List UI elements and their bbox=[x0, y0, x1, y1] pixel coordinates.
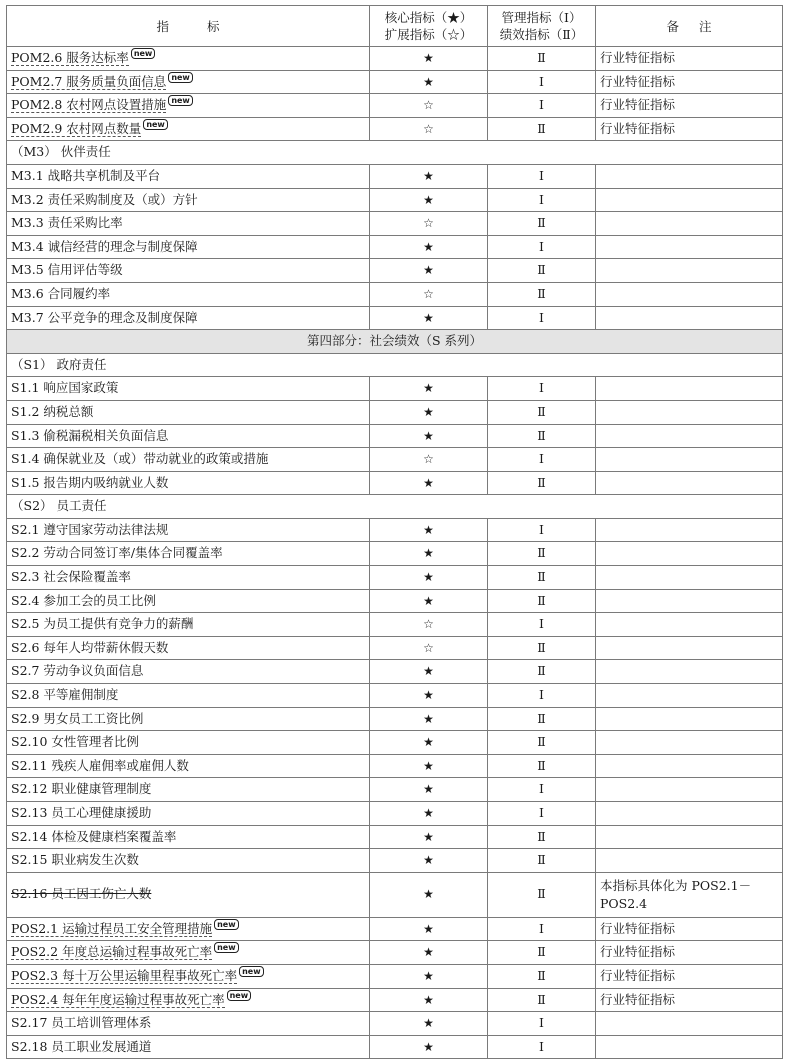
indicator-cell bbox=[7, 471, 370, 495]
core-extended-mark: ★ bbox=[370, 589, 488, 613]
table-row bbox=[7, 70, 783, 94]
table-row bbox=[7, 849, 783, 873]
core-extended-mark: ★ bbox=[370, 542, 488, 566]
indicator-name: S1.5 报告期内吸纳就业人数 bbox=[11, 474, 169, 490]
indicator-type: Ⅰ bbox=[488, 188, 596, 212]
table-row bbox=[7, 212, 783, 236]
indicator-type: Ⅱ bbox=[488, 731, 596, 755]
indicator-cell bbox=[7, 731, 370, 755]
indicator-name: S1.3 偷税漏税相关负面信息 bbox=[11, 427, 169, 443]
note-cell bbox=[596, 707, 783, 731]
header-note bbox=[596, 6, 783, 47]
table-row bbox=[7, 47, 783, 71]
indicator-name: POM2.9 农村网点数量 bbox=[11, 120, 142, 136]
note-cell bbox=[596, 660, 783, 684]
table-row bbox=[7, 259, 783, 283]
core-extended-mark: ☆ bbox=[370, 212, 488, 236]
indicator-type: Ⅰ bbox=[488, 448, 596, 472]
table-row bbox=[7, 1012, 783, 1036]
note-cell: 行业特征指标 bbox=[596, 941, 783, 965]
new-badge: new bbox=[131, 48, 156, 59]
indicator-type: Ⅱ bbox=[488, 566, 596, 590]
indicator-name: POS2.4 每年年度运输过程事故死亡率 bbox=[11, 991, 225, 1007]
new-badge: new bbox=[143, 119, 168, 130]
indicator-type: Ⅱ bbox=[488, 988, 596, 1012]
core-extended-mark: ★ bbox=[370, 731, 488, 755]
indicator-type: Ⅰ bbox=[488, 613, 596, 637]
indicator-name: S2.1 遵守国家劳动法律法规 bbox=[11, 521, 169, 537]
note-cell bbox=[596, 377, 783, 401]
indicator-type: Ⅱ bbox=[488, 636, 596, 660]
table-row bbox=[7, 518, 783, 542]
core-extended-mark: ☆ bbox=[370, 636, 488, 660]
table-row bbox=[7, 1035, 783, 1059]
table-row bbox=[7, 613, 783, 637]
note-cell: 行业特征指标 bbox=[596, 117, 783, 141]
table-row bbox=[7, 731, 783, 755]
indicator-type: Ⅰ bbox=[488, 235, 596, 259]
note-cell bbox=[596, 424, 783, 448]
note-cell bbox=[596, 518, 783, 542]
table-header bbox=[7, 6, 783, 47]
note-cell bbox=[596, 188, 783, 212]
core-extended-mark: ★ bbox=[370, 754, 488, 778]
indicator-type: Ⅰ bbox=[488, 684, 596, 708]
indicator-type: Ⅰ bbox=[488, 377, 596, 401]
indicator-name: S2.16 员工因工伤亡人数 bbox=[11, 886, 152, 902]
note-cell bbox=[596, 259, 783, 283]
note-cell: 行业特征指标 bbox=[596, 70, 783, 94]
note-cell bbox=[596, 731, 783, 755]
indicator-type: Ⅰ bbox=[488, 94, 596, 118]
indicator-type: Ⅱ bbox=[488, 212, 596, 236]
new-badge: new bbox=[168, 72, 193, 83]
table-row bbox=[7, 802, 783, 826]
indicator-type: Ⅱ bbox=[488, 707, 596, 731]
note-cell bbox=[596, 235, 783, 259]
indicator-name: S2.14 体检及健康档案覆盖率 bbox=[11, 828, 177, 844]
category-title: （S1） 政府责任 bbox=[7, 353, 783, 377]
core-extended-mark: ★ bbox=[370, 778, 488, 802]
note-cell bbox=[596, 613, 783, 637]
indicator-name: M3.2 责任采购制度及（或）方针 bbox=[11, 191, 198, 207]
new-badge: new bbox=[239, 966, 264, 977]
core-extended-mark: ★ bbox=[370, 306, 488, 330]
indicator-name: S2.4 参加工会的员工比例 bbox=[11, 592, 156, 608]
note-cell bbox=[596, 636, 783, 660]
core-extended-mark: ☆ bbox=[370, 94, 488, 118]
note-cell bbox=[596, 1012, 783, 1036]
indicator-cell bbox=[7, 754, 370, 778]
indicator-type: Ⅱ bbox=[488, 754, 596, 778]
indicator-name: S1.2 纳税总额 bbox=[11, 403, 94, 419]
core-extended-mark: ★ bbox=[370, 802, 488, 826]
indicator-name: S2.13 员工心理健康援助 bbox=[11, 805, 152, 820]
core-extended-mark: ★ bbox=[370, 1035, 488, 1059]
indicator-cell bbox=[7, 1012, 370, 1036]
indicator-cell bbox=[7, 917, 370, 941]
indicator-cell bbox=[7, 660, 370, 684]
note-cell bbox=[596, 849, 783, 873]
table-row bbox=[7, 707, 783, 731]
table-row bbox=[7, 825, 783, 849]
table-row bbox=[7, 306, 783, 330]
indicator-name: S2.7 劳动争议负面信息 bbox=[11, 663, 144, 679]
indicator-cell bbox=[7, 424, 370, 448]
new-badge: new bbox=[168, 95, 193, 106]
indicator-type: Ⅱ bbox=[488, 849, 596, 873]
indicator-cell bbox=[7, 542, 370, 566]
core-extended-mark: ★ bbox=[370, 660, 488, 684]
indicator-cell bbox=[7, 613, 370, 637]
indicator-cell bbox=[7, 802, 370, 826]
header-indicator-label: 指标 bbox=[156, 18, 258, 34]
table-row bbox=[7, 377, 783, 401]
indicator-type: Ⅰ bbox=[488, 802, 596, 826]
category-title: （M3） 伙伴责任 bbox=[7, 141, 783, 165]
table-row bbox=[7, 964, 783, 988]
note-cell: 行业特征指标 bbox=[596, 988, 783, 1012]
core-extended-mark: ☆ bbox=[370, 613, 488, 637]
indicator-name: M3.3 责任采购比率 bbox=[11, 215, 123, 231]
indicator-cell bbox=[7, 589, 370, 613]
indicator-name: POS2.1 运输过程员工安全管理措施 bbox=[11, 920, 213, 936]
section-row bbox=[7, 330, 783, 354]
note-cell bbox=[596, 566, 783, 590]
indicator-type: Ⅱ bbox=[488, 589, 596, 613]
indicator-name: M3.5 信用评估等级 bbox=[11, 262, 123, 278]
core-extended-mark: ☆ bbox=[370, 117, 488, 141]
note-cell bbox=[596, 448, 783, 472]
table-row bbox=[7, 164, 783, 188]
indicator-type: Ⅱ bbox=[488, 47, 596, 71]
core-extended-mark: ★ bbox=[370, 988, 488, 1012]
indicator-table bbox=[6, 5, 783, 1059]
indicator-name: M3.6 合同履约率 bbox=[11, 285, 111, 301]
indicator-type: Ⅱ bbox=[488, 471, 596, 495]
table-row bbox=[7, 117, 783, 141]
section-title: 第四部分：社会绩效（S 系列） bbox=[7, 330, 783, 354]
table-row bbox=[7, 471, 783, 495]
core-extended-mark: ★ bbox=[370, 164, 488, 188]
indicator-type: Ⅰ bbox=[488, 306, 596, 330]
note-cell: 行业特征指标 bbox=[596, 94, 783, 118]
header-performance-label: 绩效指标（Ⅱ） bbox=[499, 27, 584, 42]
indicator-cell bbox=[7, 988, 370, 1012]
header-note-label: 备注 bbox=[666, 18, 732, 34]
category-title: （S2） 员工责任 bbox=[7, 495, 783, 519]
category-row bbox=[7, 141, 783, 165]
header-core-extended bbox=[370, 6, 488, 47]
indicator-name: S2.8 平等雇佣制度 bbox=[11, 687, 119, 703]
indicator-type: Ⅰ bbox=[488, 164, 596, 188]
indicator-name: M3.1 战略共享机制及平台 bbox=[11, 167, 161, 183]
table-row bbox=[7, 636, 783, 660]
indicator-name: POM2.6 服务达标率 bbox=[11, 50, 129, 65]
indicator-cell bbox=[7, 566, 370, 590]
core-extended-mark: ★ bbox=[370, 235, 488, 259]
indicator-type: Ⅱ bbox=[488, 424, 596, 448]
header-indicator bbox=[7, 6, 370, 47]
note-cell: 本指标具体化为 POS2.1－POS2.4 bbox=[596, 872, 783, 917]
table-row bbox=[7, 188, 783, 212]
indicator-cell bbox=[7, 70, 370, 94]
note-cell bbox=[596, 802, 783, 826]
core-extended-mark: ★ bbox=[370, 377, 488, 401]
indicator-name: POM2.7 服务质量负面信息 bbox=[11, 73, 167, 89]
core-extended-mark: ☆ bbox=[370, 448, 488, 472]
header-management-label: 管理指标（Ⅰ） bbox=[501, 10, 582, 25]
indicator-name: S2.9 男女员工工资比例 bbox=[11, 710, 144, 726]
core-extended-mark: ★ bbox=[370, 566, 488, 590]
indicator-cell bbox=[7, 94, 370, 118]
indicator-cell bbox=[7, 117, 370, 141]
table-row bbox=[7, 400, 783, 424]
indicator-cell bbox=[7, 164, 370, 188]
core-extended-mark: ★ bbox=[370, 1012, 488, 1036]
header-core-label: 核心指标（★） bbox=[384, 10, 473, 25]
indicator-name: POS2.2 年度总运输过程事故死亡率 bbox=[11, 944, 213, 960]
indicator-name: POS2.3 每十万公里运输里程事故死亡率 bbox=[11, 967, 238, 983]
note-cell bbox=[596, 778, 783, 802]
table-row bbox=[7, 424, 783, 448]
indicator-name: M3.7 公平竞争的理念及制度保障 bbox=[11, 309, 198, 325]
indicator-name: S2.15 职业病发生次数 bbox=[11, 852, 139, 868]
indicator-name: M3.4 诚信经营的理念与制度保障 bbox=[11, 238, 198, 254]
indicator-name: S2.11 残疾人雇佣率或雇佣人数 bbox=[11, 757, 189, 773]
table-row bbox=[7, 872, 783, 917]
new-badge: new bbox=[214, 919, 239, 930]
core-extended-mark: ☆ bbox=[370, 282, 488, 306]
note-cell bbox=[596, 825, 783, 849]
category-row bbox=[7, 495, 783, 519]
indicator-type: Ⅱ bbox=[488, 282, 596, 306]
indicator-cell bbox=[7, 518, 370, 542]
indicator-cell bbox=[7, 964, 370, 988]
table-row bbox=[7, 988, 783, 1012]
table-row bbox=[7, 917, 783, 941]
indicator-type: Ⅱ bbox=[488, 941, 596, 965]
indicator-type: Ⅰ bbox=[488, 1035, 596, 1059]
indicator-type: Ⅱ bbox=[488, 964, 596, 988]
indicator-type: Ⅱ bbox=[488, 542, 596, 566]
indicator-cell bbox=[7, 282, 370, 306]
indicator-name: S2.5 为员工提供有竞争力的薪酬 bbox=[11, 616, 194, 632]
note-cell bbox=[596, 164, 783, 188]
indicator-name: S2.3 社会保险覆盖率 bbox=[11, 569, 131, 585]
core-extended-mark: ★ bbox=[370, 872, 488, 917]
indicator-cell bbox=[7, 400, 370, 424]
indicator-name: S2.10 女性管理者比例 bbox=[11, 734, 139, 750]
indicator-type: Ⅱ bbox=[488, 825, 596, 849]
indicator-cell bbox=[7, 306, 370, 330]
core-extended-mark: ★ bbox=[370, 917, 488, 941]
table-row bbox=[7, 754, 783, 778]
table-row bbox=[7, 941, 783, 965]
core-extended-mark: ★ bbox=[370, 684, 488, 708]
indicator-name: S2.2 劳动合同签订率/集体合同覆盖率 bbox=[11, 545, 223, 561]
core-extended-mark: ★ bbox=[370, 941, 488, 965]
indicator-type: Ⅱ bbox=[488, 400, 596, 424]
indicator-name: S1.1 响应国家政策 bbox=[11, 380, 119, 396]
new-badge: new bbox=[227, 990, 252, 1001]
note-cell: 行业特征指标 bbox=[596, 917, 783, 941]
table-row bbox=[7, 235, 783, 259]
indicator-cell bbox=[7, 849, 370, 873]
core-extended-mark: ★ bbox=[370, 471, 488, 495]
core-extended-mark: ★ bbox=[370, 188, 488, 212]
header-extended-label: 扩展指标（☆） bbox=[384, 27, 473, 42]
note-cell: 行业特征指标 bbox=[596, 964, 783, 988]
table-row bbox=[7, 282, 783, 306]
table-row bbox=[7, 684, 783, 708]
indicator-type: Ⅱ bbox=[488, 117, 596, 141]
table-row bbox=[7, 778, 783, 802]
core-extended-mark: ★ bbox=[370, 518, 488, 542]
indicator-type: Ⅰ bbox=[488, 917, 596, 941]
indicator-cell bbox=[7, 825, 370, 849]
note-cell bbox=[596, 471, 783, 495]
table-row bbox=[7, 542, 783, 566]
indicator-type: Ⅰ bbox=[488, 70, 596, 94]
core-extended-mark: ★ bbox=[370, 47, 488, 71]
indicator-cell bbox=[7, 259, 370, 283]
header-management-performance bbox=[488, 6, 596, 47]
indicator-name: S2.6 每年人均带薪休假天数 bbox=[11, 639, 169, 655]
indicator-name: POM2.8 农村网点设置措施 bbox=[11, 97, 167, 113]
category-row bbox=[7, 353, 783, 377]
indicator-cell bbox=[7, 1035, 370, 1059]
indicator-cell bbox=[7, 212, 370, 236]
core-extended-mark: ★ bbox=[370, 424, 488, 448]
indicator-cell bbox=[7, 707, 370, 731]
table-row bbox=[7, 660, 783, 684]
core-extended-mark: ★ bbox=[370, 707, 488, 731]
core-extended-mark: ★ bbox=[370, 259, 488, 283]
indicator-cell bbox=[7, 778, 370, 802]
note-cell bbox=[596, 306, 783, 330]
indicator-type: Ⅰ bbox=[488, 518, 596, 542]
core-extended-mark: ★ bbox=[370, 70, 488, 94]
core-extended-mark: ★ bbox=[370, 400, 488, 424]
table-row bbox=[7, 448, 783, 472]
new-badge: new bbox=[214, 942, 239, 953]
note-cell bbox=[596, 1035, 783, 1059]
indicator-name: S2.18 员工职业发展通道 bbox=[11, 1038, 152, 1054]
note-cell bbox=[596, 589, 783, 613]
note-cell bbox=[596, 754, 783, 778]
indicator-cell bbox=[7, 941, 370, 965]
indicator-cell bbox=[7, 188, 370, 212]
note-cell bbox=[596, 212, 783, 236]
indicator-cell bbox=[7, 872, 370, 917]
core-extended-mark: ★ bbox=[370, 825, 488, 849]
indicator-name: S1.4 确保就业及（或）带动就业的政策或措施 bbox=[11, 451, 269, 467]
indicator-cell bbox=[7, 636, 370, 660]
indicator-cell bbox=[7, 377, 370, 401]
indicator-type: Ⅱ bbox=[488, 872, 596, 917]
note-cell bbox=[596, 282, 783, 306]
indicator-name: S2.17 员工培训管理体系 bbox=[11, 1015, 152, 1031]
indicator-type: Ⅱ bbox=[488, 259, 596, 283]
table-body bbox=[7, 47, 783, 1059]
table-row bbox=[7, 566, 783, 590]
indicator-type: Ⅰ bbox=[488, 778, 596, 802]
table-row bbox=[7, 94, 783, 118]
core-extended-mark: ★ bbox=[370, 964, 488, 988]
table-row bbox=[7, 589, 783, 613]
indicator-cell bbox=[7, 47, 370, 71]
note-cell: 行业特征指标 bbox=[596, 47, 783, 71]
note-cell bbox=[596, 684, 783, 708]
indicator-name: S2.12 职业健康管理制度 bbox=[11, 781, 152, 797]
note-cell bbox=[596, 400, 783, 424]
indicator-type: Ⅰ bbox=[488, 1012, 596, 1036]
core-extended-mark: ★ bbox=[370, 849, 488, 873]
note-cell bbox=[596, 542, 783, 566]
indicator-type: Ⅱ bbox=[488, 660, 596, 684]
indicator-cell bbox=[7, 684, 370, 708]
indicator-cell bbox=[7, 235, 370, 259]
indicator-cell bbox=[7, 448, 370, 472]
